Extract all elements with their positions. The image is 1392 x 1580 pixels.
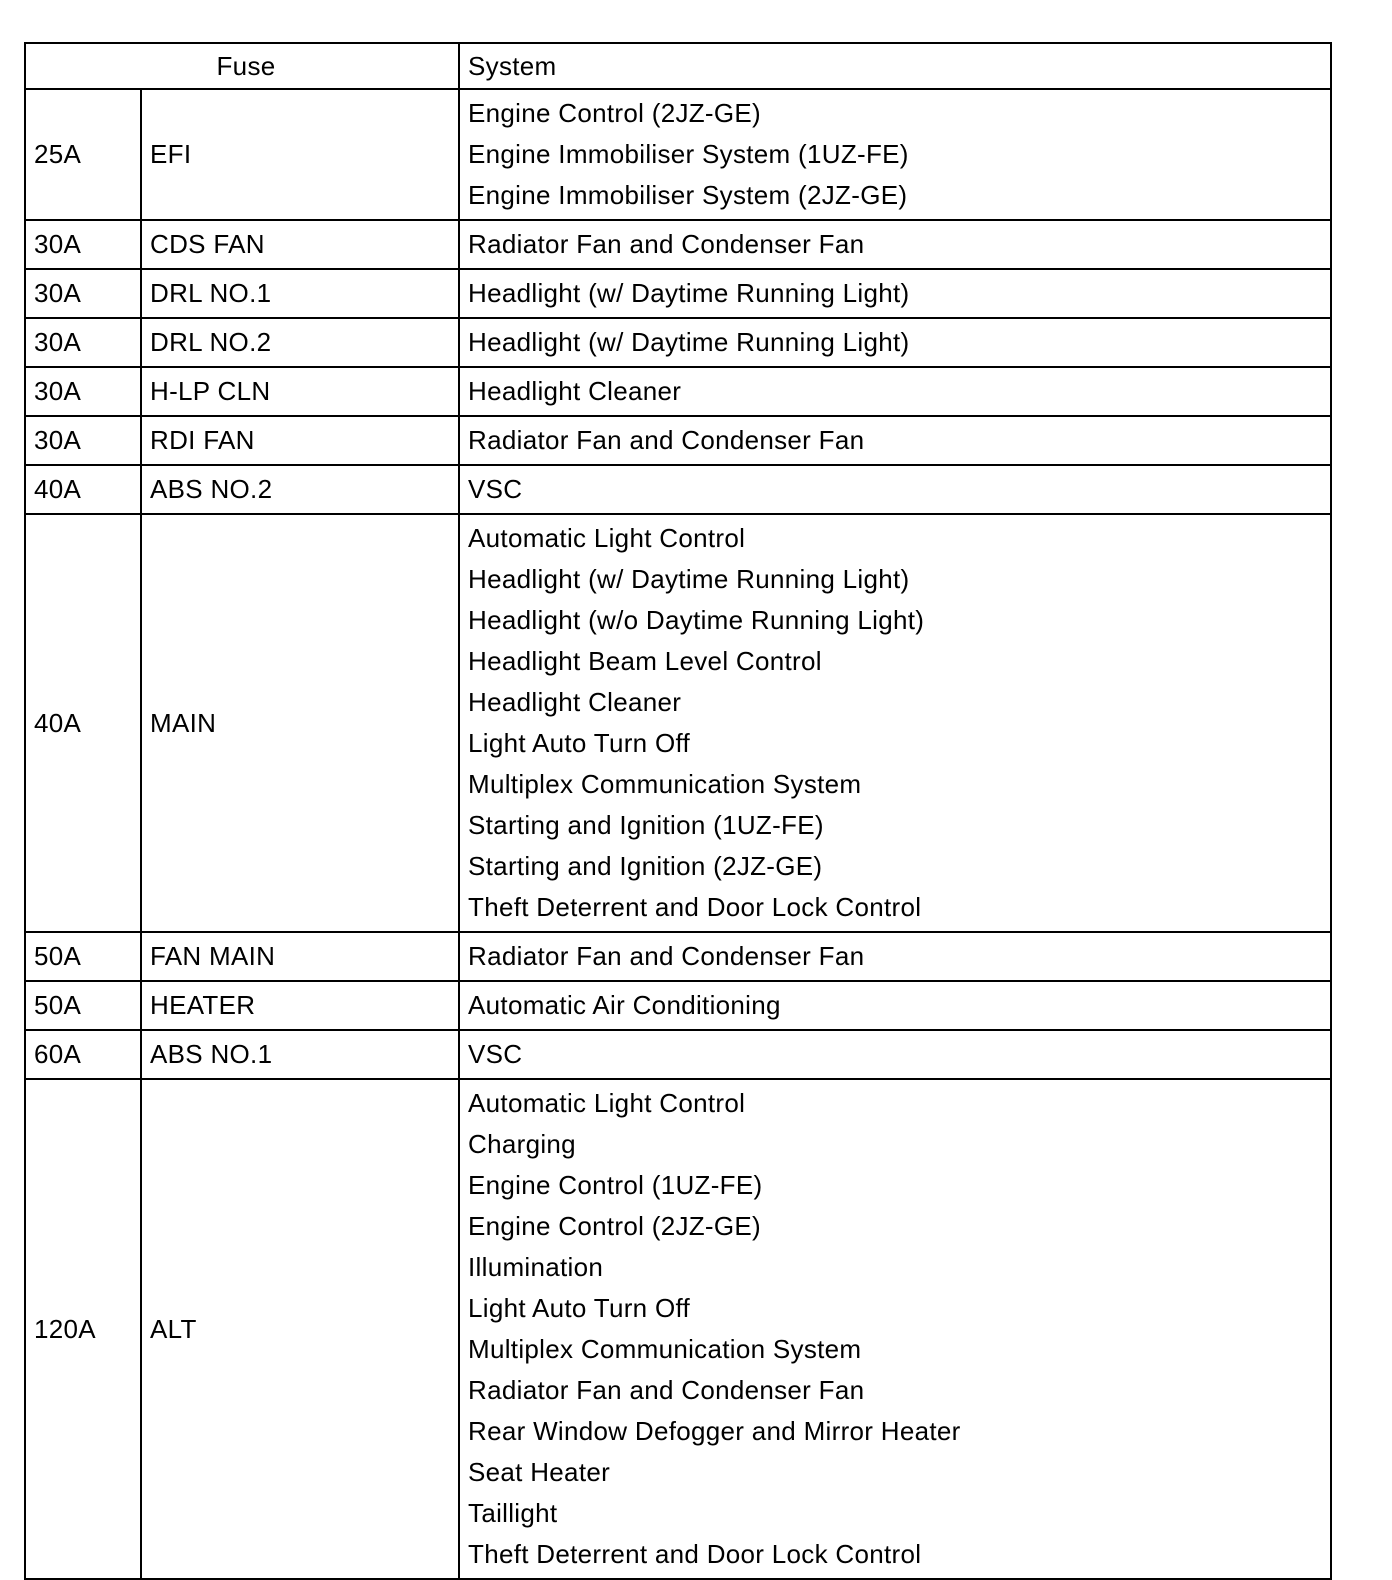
system-item: Charging xyxy=(468,1129,576,1159)
system-item: Engine Control (2JZ-GE) xyxy=(468,1211,762,1241)
system-list xyxy=(459,1079,1331,1579)
fuse-amperage: 60A xyxy=(25,1030,141,1079)
table-row xyxy=(25,1030,1331,1079)
fuse-name: RDI FAN xyxy=(141,416,459,465)
fuse-amperage: 50A xyxy=(25,981,141,1030)
table-row xyxy=(25,220,1331,269)
system-item: Multiplex Communication System xyxy=(468,769,862,799)
fuse-name: HEATER xyxy=(141,981,459,1030)
table-row xyxy=(25,465,1331,514)
table-row xyxy=(25,416,1331,465)
system-item: Headlight (w/ Daytime Running Light) xyxy=(468,327,910,357)
system-item: Headlight Cleaner xyxy=(468,687,682,717)
system-list xyxy=(459,269,1331,318)
system-list xyxy=(459,367,1331,416)
fuse-name: H-LP CLN xyxy=(141,367,459,416)
fuse-name: DRL NO.2 xyxy=(141,318,459,367)
system-item: Starting and Ignition (2JZ-GE) xyxy=(468,851,823,881)
system-item: Automatic Light Control xyxy=(468,1088,746,1118)
fuse-table-body xyxy=(25,89,1331,1579)
fuse-name: EFI xyxy=(141,89,459,220)
system-list xyxy=(459,514,1331,932)
system-list xyxy=(459,220,1331,269)
system-item: Engine Control (1UZ-FE) xyxy=(468,1170,763,1200)
fuse-amperage: 25A xyxy=(25,89,141,220)
system-item: Engine Immobiliser System (1UZ-FE) xyxy=(468,139,909,169)
system-column-header: System xyxy=(459,43,1331,89)
fuse-amperage: 120A xyxy=(25,1079,141,1579)
system-item: Headlight Cleaner xyxy=(468,376,682,406)
system-item: Theft Deterrent and Door Lock Control xyxy=(468,1539,922,1569)
system-item: Starting and Ignition (1UZ-FE) xyxy=(468,810,824,840)
system-item: Seat Heater xyxy=(468,1457,611,1487)
fuse-amperage: 40A xyxy=(25,514,141,932)
system-item: Multiplex Communication System xyxy=(468,1334,862,1364)
fuse-name: CDS FAN xyxy=(141,220,459,269)
table-row xyxy=(25,514,1331,932)
system-item: Headlight (w/ Daytime Running Light) xyxy=(468,278,910,308)
system-item: VSC xyxy=(468,1039,523,1069)
table-row xyxy=(25,269,1331,318)
fuse-column-header: Fuse xyxy=(25,43,459,89)
fuse-name: MAIN xyxy=(141,514,459,932)
system-list xyxy=(459,318,1331,367)
fuse-amperage: 40A xyxy=(25,465,141,514)
system-item: Engine Control (2JZ-GE) xyxy=(468,98,762,128)
system-list xyxy=(459,416,1331,465)
fuse-name: DRL NO.1 xyxy=(141,269,459,318)
system-item: Light Auto Turn Off xyxy=(468,1293,691,1323)
fuse-name: FAN MAIN xyxy=(141,932,459,981)
system-item: Rear Window Defogger and Mirror Heater xyxy=(468,1416,961,1446)
fuse-name: ALT xyxy=(141,1079,459,1579)
system-item: VSC xyxy=(468,474,523,504)
table-row xyxy=(25,981,1331,1030)
system-item: Engine Immobiliser System (2JZ-GE) xyxy=(468,180,908,210)
fuse-amperage: 50A xyxy=(25,932,141,981)
fuse-name: ABS NO.2 xyxy=(141,465,459,514)
system-item: Taillight xyxy=(468,1498,558,1528)
fuse-amperage: 30A xyxy=(25,269,141,318)
table-row xyxy=(25,367,1331,416)
system-item: Illumination xyxy=(468,1252,604,1282)
header-row xyxy=(25,43,1331,89)
fuse-amperage: 30A xyxy=(25,416,141,465)
table-row xyxy=(25,1079,1331,1579)
table-row xyxy=(25,318,1331,367)
system-list xyxy=(459,89,1331,220)
system-item: Light Auto Turn Off xyxy=(468,728,691,758)
table-row xyxy=(25,89,1331,220)
system-item: Automatic Air Conditioning xyxy=(468,990,781,1020)
system-list xyxy=(459,1030,1331,1079)
system-item: Theft Deterrent and Door Lock Control xyxy=(468,892,922,922)
system-item: Automatic Light Control xyxy=(468,523,746,553)
fuse-name: ABS NO.1 xyxy=(141,1030,459,1079)
system-item: Radiator Fan and Condenser Fan xyxy=(468,229,865,259)
system-list xyxy=(459,932,1331,981)
system-item: Headlight (w/o Daytime Running Light) xyxy=(468,605,925,635)
system-item: Radiator Fan and Condenser Fan xyxy=(468,425,865,455)
fuse-amperage: 30A xyxy=(25,318,141,367)
system-list xyxy=(459,465,1331,514)
fuse-amperage: 30A xyxy=(25,367,141,416)
system-item: Headlight Beam Level Control xyxy=(468,646,822,676)
system-item: Radiator Fan and Condenser Fan xyxy=(468,1375,865,1405)
system-item: Headlight (w/ Daytime Running Light) xyxy=(468,564,910,594)
fuse-table xyxy=(24,42,1332,1580)
system-list xyxy=(459,981,1331,1030)
fuse-amperage: 30A xyxy=(25,220,141,269)
system-item: Radiator Fan and Condenser Fan xyxy=(468,941,865,971)
table-row xyxy=(25,932,1331,981)
